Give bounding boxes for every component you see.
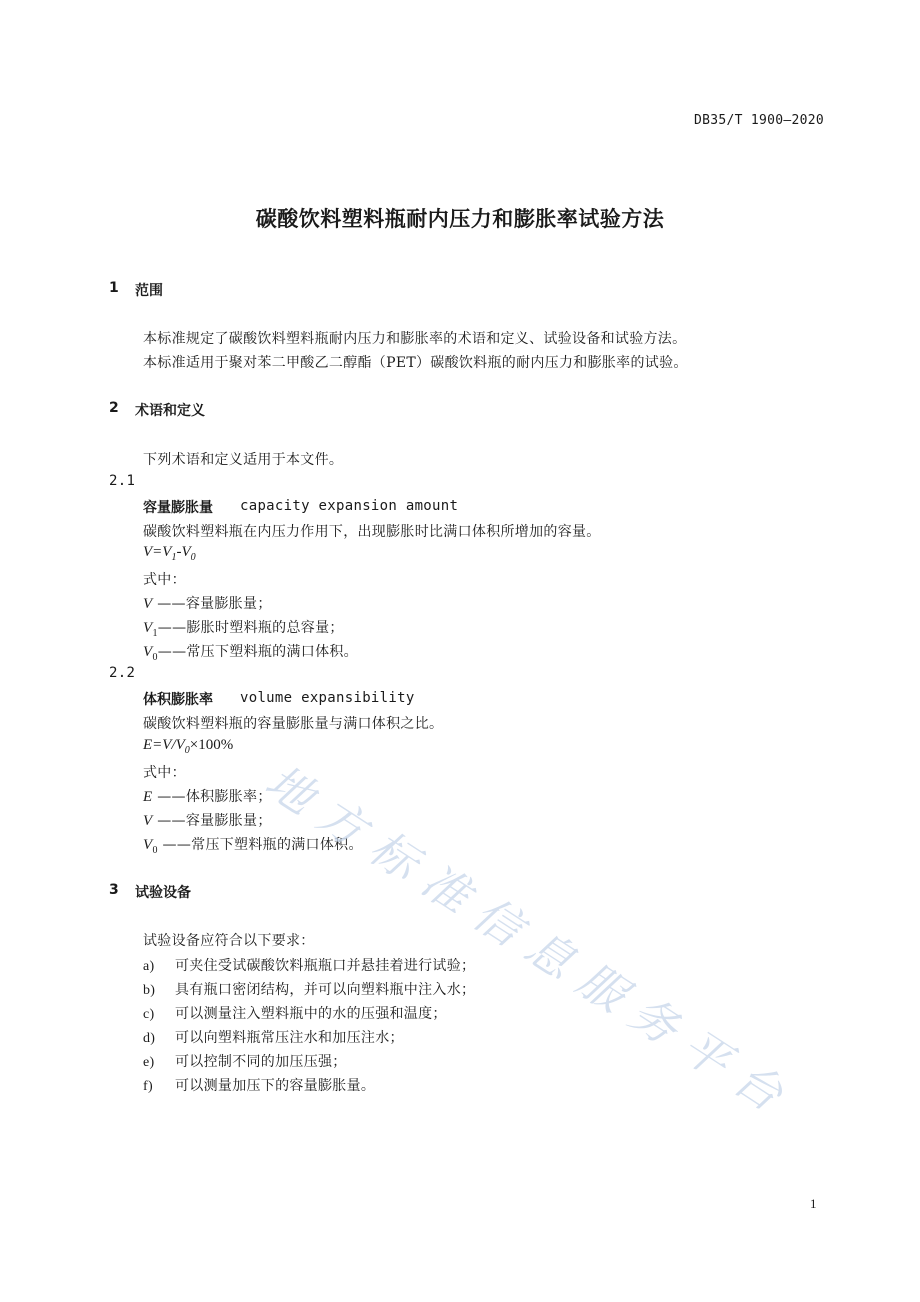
term-2-2-where: 式中： — [143, 765, 186, 781]
var-symbol: V — [143, 596, 153, 612]
var-symbol: V — [143, 813, 153, 829]
var-description: ——容量膨胀量； — [157, 813, 272, 829]
list-item-label: c) — [143, 1007, 155, 1022]
section-2-intro: 下列术语和定义适用于本文件。 — [143, 452, 344, 468]
section-3-heading: 试验设备 — [135, 885, 191, 901]
term-2-1-chinese: 容量膨胀量 — [143, 500, 213, 516]
section-1-paragraph-2: 本标准适用于聚对苯二甲酸乙二醇酯（PET）碳酸饮料瓶的耐内压力和膨胀率的试验。 — [143, 355, 688, 371]
watermark-char: 信 — [464, 885, 532, 957]
list-item-label: a) — [143, 959, 155, 974]
page-number: 1 — [810, 1196, 817, 1211]
section-3-intro: 试验设备应符合以下要求： — [143, 933, 315, 949]
var-description: ——容量膨胀量； — [157, 596, 272, 612]
list-item-text: 可以控制不同的加压压强； — [175, 1054, 347, 1070]
list-item-label: d) — [143, 1031, 156, 1046]
list-item-text: 可以向塑料瓶常压注水和加压注水； — [175, 1030, 404, 1046]
var-subscript: 0 — [152, 651, 158, 663]
list-item — [143, 955, 475, 975]
var-symbol: V — [143, 837, 153, 853]
list-item — [143, 1027, 404, 1047]
term-2-2-formula: $E=V/V_0\times 100\%$ — [143, 737, 234, 756]
list-item — [143, 1003, 447, 1023]
watermark-char: 务 — [620, 984, 688, 1056]
list-item-label: b) — [143, 983, 156, 998]
watermark-char: 服 — [568, 951, 636, 1023]
section-1-paragraph-1: 本标准规定了碳酸饮料塑料瓶耐内压力和膨胀率的术语和定义、试验设备和试验方法。 — [143, 331, 687, 347]
list-item-text: 可以测量注入塑料瓶中的水的压强和温度； — [175, 1006, 447, 1022]
section-2-heading: 术语和定义 — [135, 403, 205, 419]
term-2-2-definition: 碳酸饮料塑料瓶的容量膨胀量与满口体积之比。 — [143, 716, 444, 732]
var-symbol: V — [143, 644, 153, 660]
list-item-label: f) — [143, 1079, 153, 1094]
watermark-char: 方 — [308, 786, 376, 858]
watermark-char: 标 — [360, 819, 428, 891]
term-2-1-where: 式中： — [143, 572, 186, 588]
term-2-2-english: volume expansibility — [240, 690, 415, 706]
list-item-label: e) — [143, 1055, 155, 1070]
watermark-char: 息 — [516, 918, 584, 990]
term-2-2-var-2 — [143, 834, 363, 856]
list-item-text: 具有瓶口密闭结构，并可以向塑料瓶中注入水； — [175, 982, 476, 998]
term-2-2-number: 2.2 — [109, 665, 136, 681]
document-code: DB35/T 1900—2020 — [694, 113, 825, 128]
var-description: ——体积膨胀率； — [157, 789, 272, 805]
watermark-char: 地 — [256, 753, 324, 825]
list-item — [143, 1075, 375, 1095]
watermark-char: 台 — [724, 1050, 792, 1122]
var-subscript: 1 — [152, 627, 158, 639]
term-2-2-var-0 — [143, 786, 272, 808]
var-symbol: V — [143, 620, 153, 636]
watermark-char: 平 — [672, 1017, 740, 1089]
term-2-1-var-2 — [143, 641, 358, 663]
var-description: ——常压下塑料瓶的满口体积。 — [157, 644, 358, 660]
section-1-heading: 范围 — [135, 283, 163, 299]
list-item-text: 可夹住受试碳酸饮料瓶瓶口并悬挂着进行试验； — [175, 958, 476, 974]
term-2-2-chinese: 体积膨胀率 — [143, 692, 213, 708]
watermark-char: 准 — [412, 852, 480, 924]
list-item — [143, 979, 475, 999]
term-2-1-number: 2.1 — [109, 473, 136, 489]
term-2-1-var-0 — [143, 593, 272, 615]
var-description: ——膨胀时塑料瓶的总容量； — [157, 620, 344, 636]
var-subscript: 0 — [152, 844, 158, 856]
var-description: ——常压下塑料瓶的满口体积。 — [162, 837, 363, 853]
section-1-number: 1 — [109, 280, 119, 296]
section-3-number: 3 — [109, 882, 119, 898]
term-2-1-var-1 — [143, 617, 344, 639]
list-item — [143, 1051, 347, 1071]
term-2-1-english: capacity expansion amount — [240, 498, 459, 514]
term-2-1-definition: 碳酸饮料塑料瓶在内压力作用下，出现膨胀时比满口体积所增加的容量。 — [143, 524, 601, 540]
var-symbol: E — [143, 789, 153, 805]
document-title: 碳酸饮料塑料瓶耐内压力和膨胀率试验方法 — [255, 207, 665, 231]
list-item-text: 可以测量加压下的容量膨胀量。 — [175, 1078, 376, 1094]
section-2-number: 2 — [109, 400, 119, 416]
term-2-2-var-1 — [143, 810, 272, 832]
term-2-1-formula: $V=V_1-V_0$ — [143, 544, 196, 563]
